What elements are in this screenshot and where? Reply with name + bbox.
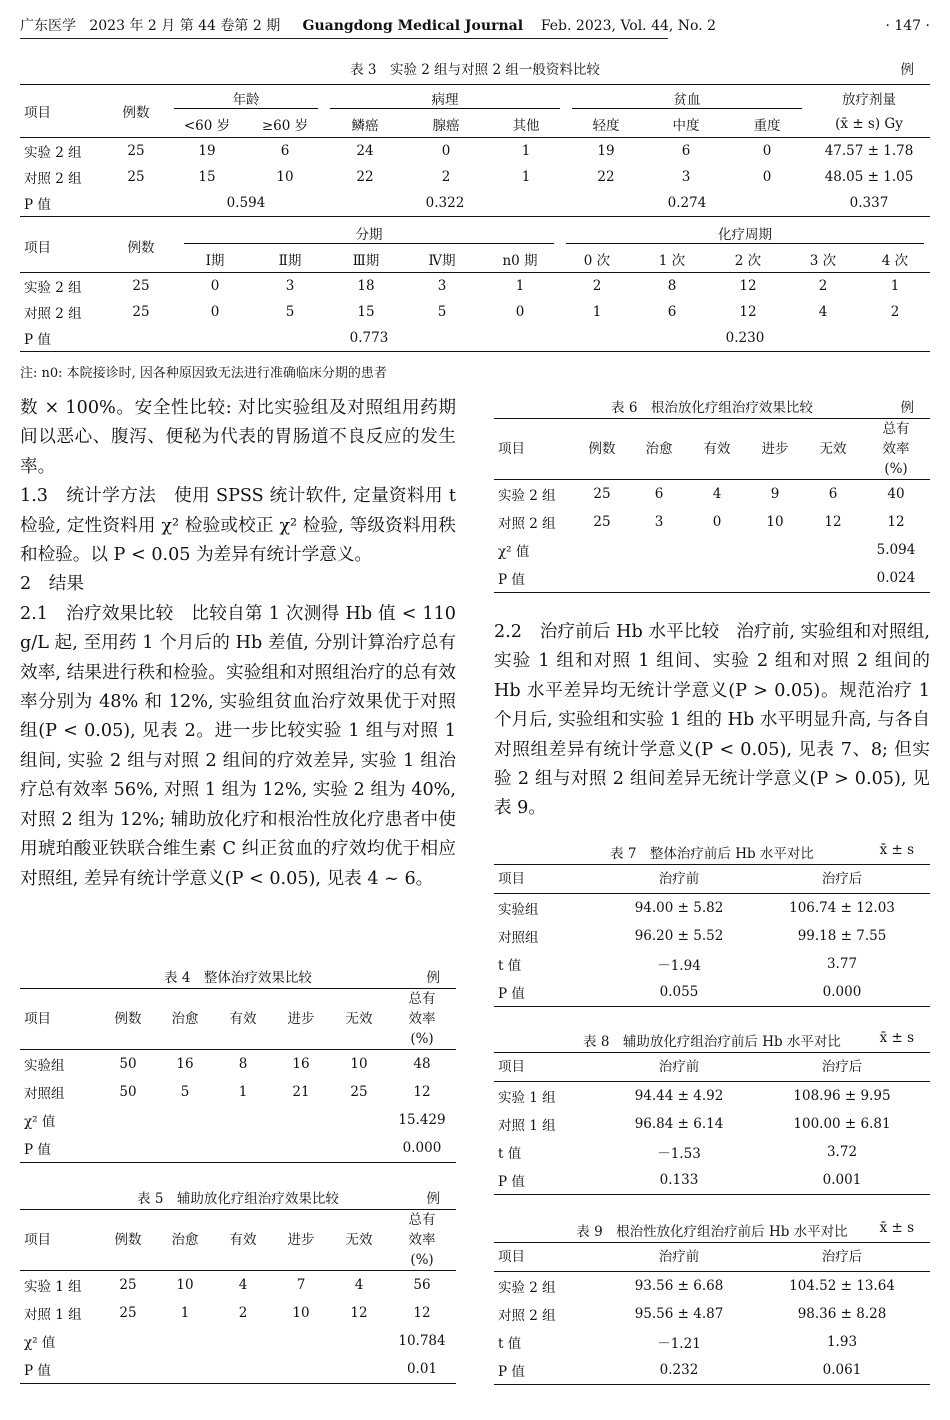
table-row: P 值 0.232 0.061 [494,1356,930,1385]
section-2-2-title: 2.2 治疗前后 Hb 水平比较 [494,622,720,642]
table-row: 实验 2 组 25 19 6 24 0 1 19 6 0 47.57 ± 1.78 [24,143,914,161]
t3-sub-age-1: ≥60 岁 [246,111,324,138]
table-row: P 值 0.133 0.001 [494,1166,930,1195]
table3-part1 [20,84,930,217]
table9-caption: 表 9 根治性放化疗组治疗前后 Hb 水平对比 x̄ ± s [576,1220,914,1240]
table-row: 实验 1 组 94.44 ± 4.92 108.96 ± 9.95 [498,1088,891,1106]
t3-sub-path-2: 其他 [486,111,566,138]
issue-date-cn: 2023 年 2 月 第 44 卷第 2 期 [89,18,281,34]
t3-sub-anemia-0: 轻度 [566,111,646,138]
table-row: 对照 1 组 25 1 2 10 12 12 [24,1305,431,1323]
table5-block [20,1187,456,1384]
t3-sub-path-1: 腺癌 [406,111,486,138]
section-2-1 [20,600,456,894]
t3-sub-anemia-2: 重度 [726,111,808,138]
journal-cn: 广东医学 [20,18,76,34]
table-row: 对照组 96.20 ± 5.52 99.18 ± 7.55 [498,928,887,946]
table-row-chi: χ² 值 10.784 [24,1333,446,1351]
table-row-p: P 值 0.024 [494,564,930,593]
table3-note: 注: n0: 本院接诊时, 因各种原因致无法进行准确临床分期的患者 [20,366,387,381]
running-header [20,16,930,42]
journal-en: Guangdong Medical Journal [302,18,524,34]
page-number: · 147 · [885,18,930,34]
table-row: 实验 2 组 25 6 4 9 6 40 [498,486,905,504]
t3-h-dose: 放疗剂量 [842,92,896,108]
section-2-1-title: 2.1 治疗效果比较 [20,603,174,624]
table-row: P 值 0.055 0.000 [494,978,930,1007]
section-2-title: 2 结果 [20,574,84,595]
t3-sub-dose: (x̄ ± s) Gy [808,111,930,138]
table-row: 实验组 50 16 8 16 10 48 [24,1056,431,1074]
table4-caption: 表 4 整体治疗效果比较 例 [164,970,440,986]
table8-caption: 表 8 辅助放化疗组治疗前后 Hb 水平对比 x̄ ± s [583,1030,914,1050]
table9-block [494,1220,930,1385]
table7-caption: 表 7 整体治疗前后 Hb 水平对比 x̄ ± s [610,842,914,862]
table-row: 对照 2 组 25 3 0 10 12 12 [498,514,905,532]
table3-unit: 例 [900,62,914,78]
table4: 项目 例数 治愈 有效 进步 无效 总有效率(%) 实验组 50 16 8 16 10 48 对照组 50 5 1 21 25 12 χ² 值 15.429 P 值 0.000 [20,988,456,1163]
t3-h-item: 项目 [20,85,104,138]
left-column [20,394,456,894]
table-row: 对照 2 组 25 0 5 15 5 0 1 6 12 4 2 [24,304,900,322]
table-row: 实验 2 组 25 0 3 18 3 1 2 8 12 2 1 [24,278,900,296]
table-row-p: P 值 0.773 0.230 [20,325,930,352]
header-rule [20,38,668,39]
table7: 项目 治疗前 治疗后 实验组 94.00 ± 5.82 106.74 ± 12.03 对照组 96.20 ± 5.52 99.18 ± 7.55 t 值 －1.94 3.77 P 值 0.055 0.000 [494,864,930,1007]
right-column-text [494,618,930,824]
section-2-2 [494,618,930,824]
table-row: 对照组 50 5 1 21 25 12 [24,1084,431,1102]
table8-block [494,1030,930,1195]
table6: 项目 例数 治愈 有效 进步 无效 总有效率(%) 实验 2 组 25 6 4 9 6 40 对照 2 组 25 3 0 10 12 12 χ² 值 5.094 P 值 0.024 [494,418,930,593]
table-row-p: P 值 0.000 [20,1134,456,1163]
table5-caption: 表 5 辅助放化疗组治疗效果比较 例 [137,1191,440,1207]
table-row-chi: χ² 值 15.429 [24,1112,446,1130]
table3-caption [20,58,930,80]
t3-h-anemia: 贫血 [566,85,808,112]
table-row-p: P 值 0.594 0.322 0.274 0.337 [20,190,930,217]
table-row: 实验 2 组 93.56 ± 6.68 104.52 ± 13.64 [498,1278,895,1296]
t3-sub-age-0: <60 岁 [168,111,246,138]
t3-h-n: 例数 [104,85,168,138]
header-left [20,16,716,36]
table-row: t 值 －1.94 3.77 [498,956,858,974]
table6-caption: 表 6 根治放化疗组治疗效果比较 例 [611,400,914,416]
t3b-h-n: 例数 [104,220,178,273]
table-row: t 值 －1.53 3.72 [498,1144,858,1162]
t3-h-path: 病理 [324,85,566,112]
table8: 项目 治疗前 治疗后 实验 1 组 94.44 ± 4.92 108.96 ± 9.95 对照 1 组 96.84 ± 6.14 100.00 ± 6.81 t 值 －1.53 3.72 P 值 0.133 0.001 [494,1052,930,1195]
table6-block [494,396,930,593]
t3-sub-path-0: 鳞癌 [324,111,406,138]
table3-part2: 项目 例数 分期 化疗周期 Ⅰ期 Ⅱ期 Ⅲ期 Ⅳ期 n0 期 0 次 1 次 2 次 3 次 4 次 实验 2 组 25 0 3 18 3 1 2 8 12 2 1 对照 2 组 25 0 5 15 5 0 1 6 12 4 2 P 值 0.773 0.230 [20,220,930,352]
table-row: t 值 －1.21 1.93 [498,1334,858,1352]
t3-sub-anemia-1: 中度 [646,111,726,138]
table-row: 对照 2 组 95.56 ± 4.87 98.36 ± 8.28 [498,1306,887,1324]
table3-title: 表 3 实验 2 组与对照 2 组一般资料比较 [350,62,600,78]
table9: 项目 治疗前 治疗后 实验 2 组 93.56 ± 6.68 104.52 ± 13.64 对照 2 组 95.56 ± 4.87 98.36 ± 8.28 t 值 －1.21 1.93 P 值 0.232 0.061 [494,1242,930,1385]
table-row: 实验组 94.00 ± 5.82 106.74 ± 12.03 [498,900,895,918]
table-row-chi: χ² 值 5.094 [498,542,916,560]
t3b-h-chemo: 化疗周期 [560,220,930,246]
table-row: 对照 1 组 96.84 ± 6.14 100.00 ± 6.81 [498,1116,891,1134]
table7-block [494,842,930,1007]
table-row: 对照 2 组 25 15 10 22 2 1 22 3 0 48.05 ± 1.05 [24,169,914,187]
table5: 项目 例数 治愈 有效 进步 无效 总有效率(%) 实验 1 组 25 10 4 7 4 56 对照 1 组 25 1 2 10 12 12 χ² 值 10.784 P 值 0.01 [20,1209,456,1384]
table4-block [20,966,456,1163]
section-2-2-body: 治疗前, 实验组和对照组, 实验 1 组和对照 1 组间、实验 2 组和对照 2 组间的 Hb 水平差异均无统计学意义(P > 0.05)。规范治疗 1 个月后, 实验组和实验 1 组的 Hb 水平明显升高, 与各自对照组差异有统计学意义(P < 0.05), 见表 7、8; 但实验 2 组与对照 2 组间差异无统计学意义(P > 0.05), 见表 9。 [494,622,931,819]
section-1-3 [20,482,456,570]
t3-h-age: 年龄 [168,85,324,112]
t3b-h-stage: 分期 [178,220,560,246]
section-2-1-body: 比较自第 1 次测得 Hb 值 < 110 g/L 起, 至用药 1 个月后的 Hb 差值, 分别计算治疗总有效率, 结果进行秩和检验。实验组和对照组治疗的总有效率分别为 48% 和 12%, 实验组贫血治疗效果优于对照组(P < 0.05), 见表 2。进一步比较实验 1 组与对照 1 组间, 实验 2 组与对照 2 组间的疗效差异, 实验 1 组治疗总有效率 56%, 对照 1 组为 12%, 实验 2 组为 40%, 对照 2 组为 12%; 辅助放化疗和根治性放化疗患者中使用琥珀酸亚铁联合维生素 C 纠正贫血的疗效均优于相应对照组, 差异有统计学意义(P < 0.05), 见表 4 ~ 6。 [20,603,457,889]
section-1-3-title: 1.3 统计学方法 [20,486,157,507]
table-row-p: P 值 0.01 [20,1355,456,1384]
t3b-h-item: 项目 [20,220,104,273]
paragraph-safety: 数 × 100%。安全性比较: 对比实验组及对照组用药期间以恶心、腹泻、便秘为代表的胃肠道不良反应的发生率。 [20,398,456,477]
issue-date-en: Feb. 2023, Vol. 44, No. 2 [540,18,717,34]
table-row: 实验 1 组 25 10 4 7 4 56 [24,1277,431,1295]
section-1-3-body: 使用 SPSS 统计软件, 定量资料用 t 检验, 定性资料用 χ² 检验或校正 χ² 检验, 等级资料用秩和检验。以 P < 0.05 为差异有统计学意义。 [20,486,457,566]
